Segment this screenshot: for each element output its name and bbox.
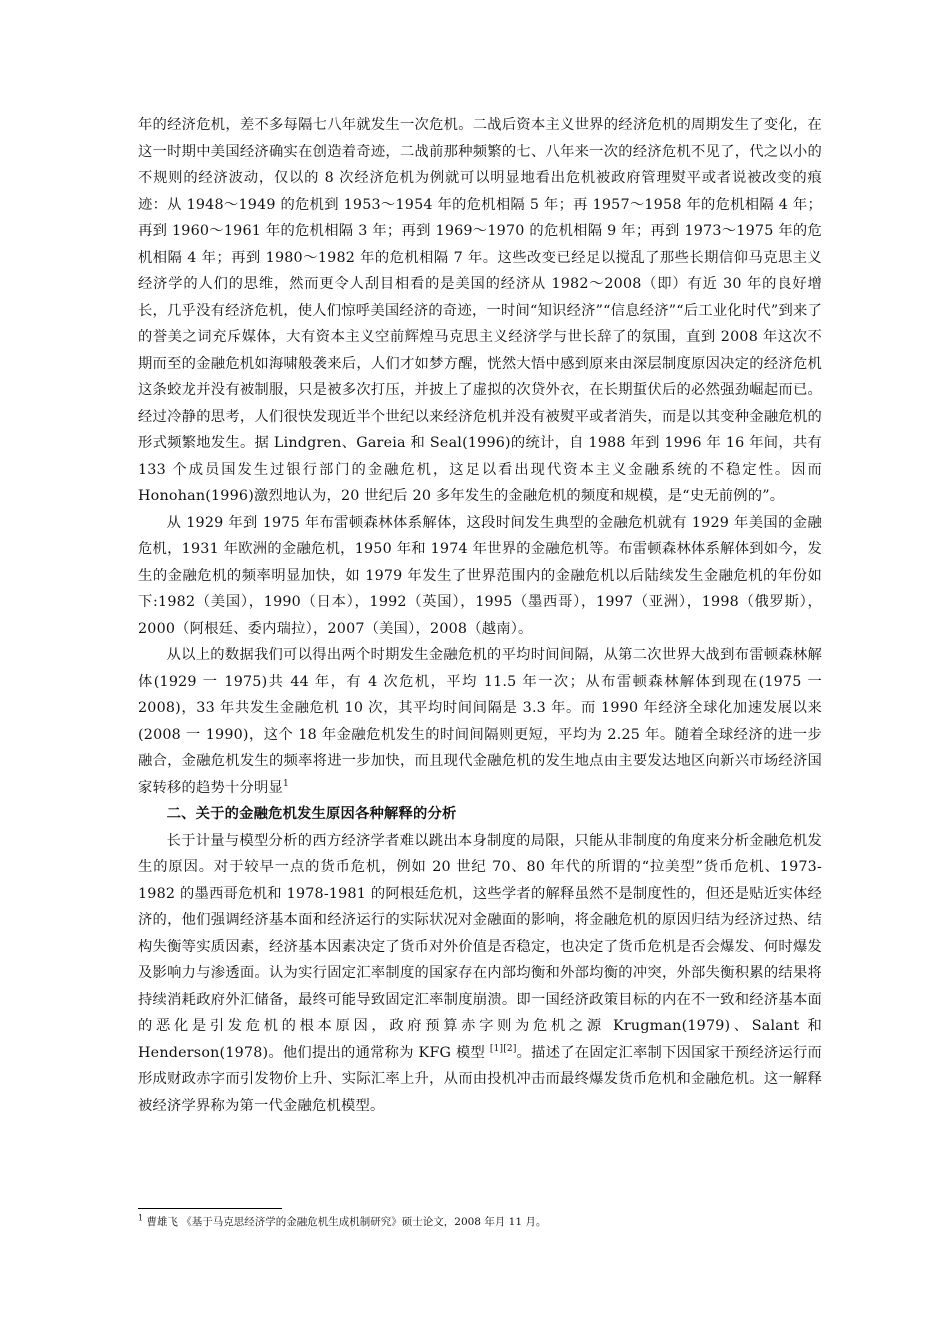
paragraph-4 bbox=[138, 828, 822, 1120]
citation-ref[interactable]: [1][2] bbox=[489, 1043, 517, 1054]
footnote-number: 1 bbox=[138, 1213, 144, 1223]
paragraph-4-text-b: 。描述了在固定汇率制下因国家干预经济运行而形成财政赤字而引发物价上升、实际汇率上升，从而由投机冲击而最终爆发货币危机和金融危机。这一解释被经济学界称为第一代金融危机模型。 bbox=[138, 1044, 822, 1114]
paragraph-3-text: 从以上的数据我们可以得出两个时期发生金融危机的平均时间间隔，从第二次世界大战到布雷顿森林解体(1929 一 1975)共 44 年，有 4 次危机，平均 11.5 年一次；从布雷顿森林解体到现在(1975 一 2008)，33 年共发生金融危机 10 次，其平均时间间隔是 3.3 年。而 1990 年经济全球化加速发展以来(2008 一 1990)，这个 18 年金融危机发生的时间间隔则更短，平均为 2.25 年。随着全球经济的进一步融合，金融危机发生的频率将进一步加快，而且现代金融危机的发生地点由主要发达地区向新兴市场经济国家转移的趋势十分明显 bbox=[138, 647, 822, 796]
footnote bbox=[138, 1213, 822, 1231]
footnote-text: 曹雄飞 《基于马克思经济学的金融危机生成机制研究》硕士论文，2008 年月 11 月。 bbox=[143, 1216, 547, 1228]
document-body bbox=[138, 112, 822, 1119]
paragraph-2: 从 1929 年到 1975 年布雷顿森林体系解体，这段时间发生典型的金融危机就有 1929 年美国的金融危机，1931 年欧洲的金融危机，1950 年和 1974 年世界的金融危机等。布雷顿森林体系解体到如今，发生的金融危机的频率明显加快，如 1979 年发生了世界范围内的金融危机以后陆续发生金融危机的年份如下:1982（美国），1990（日本），1992（英国），1995（墨西哥），1997（亚洲），1998（俄罗斯），2000（阿根廷、委内瑞拉），2007（美国），2008（越南）。 bbox=[138, 514, 822, 637]
footnote-marker[interactable]: 1 bbox=[282, 778, 289, 789]
section-heading: 二、关于的金融危机发生原因各种解释的分析 bbox=[166, 806, 457, 822]
footnote-divider bbox=[138, 1208, 282, 1209]
paragraph-4-text-a: 长于计量与模型分析的西方经济学者难以跳出本身制度的局限，只能从非制度的角度来分析金融危机发生的原因。对于较早一点的货币危机，例如 20 世纪 70、80 年代的所谓的“拉美型”货币危机、1973-1982 的墨西哥危机和 1978-1981 的阿根廷危机，这些学者的解释虽然不是制度性的，但还是贴近实体经济的，他们强调经济基本面和经济运行的实际状况对金融面的影响，将金融危机的原因归结为经济过热、结构失衡等实质因素，经济基本因素决定了货币对外价值是否稳定，也决定了货币危机是否会爆发、何时爆发及影响力与渗透面。认为实行固定汇率制度的国家存在内部均衡和外部均衡的冲突，外部失衡积累的结果将持续消耗政府外汇储备，最终可能导致固定汇率制度崩溃。即一国经济政策目标的内在不一致和经济基本面的恶化是引发危机的根本原因，政府预算赤字则为危机之源 Krugman(1979)、Salant 和 Henderson(1978)。他们提出的通常称为 KFG 模型 bbox=[138, 832, 822, 1061]
paragraph-1: 年的经济危机，差不多每隔七八年就发生一次危机。二战后资本主义世界的经济危机的周期发生了变化，在这一时期中美国经济确实在创造着奇迹，二战前那种频繁的七、八年来一次的经济危机不见了，代之以小的不规则的经济波动，仅以的 8 次经济危机为例就可以明显地看出危机被政府管理熨平或者说被改变的痕迹：从 1948～1949 的危机到 1953～1954 年的危机相隔 5 年；再 1957～1958 年的危机相隔 4 年；再到 1960～1961 年的危机相隔 3 年；再到 1969～1970 的危机相隔 9 年；再到 1973～1975 年的危机相隔 4 年；再到 1980～1982 年的危机相隔 7 年。这些改变已经足以搅乱了那些长期信仰马克思主义经济学的人们的思维，然而更令人刮目相看的是美国的经济从 1982～2008（即）有近 30 年的良好增长，几乎没有经济危机，使人们惊呼美国经济的奇迹，一时间“知识经济”“信息经济”“后工业化时代”到来了的誉美之词充斥媒体，大有资本主义空前辉煌马克思主义经济学与世长辞了的氛围，直到 2008 年这次不期而至的金融危机如海啸般袭来后，人们才如梦方醒，恍然大悟中感到原来由深层制度原因决定的经济危机这条蛟龙并没有被制服，只是被多次打压，并披上了虚拟的次贷外衣，在长期蜇伏后的必然强劲崛起而已。经过冷静的思考，人们很快发现近半个世纪以来经济危机并没有被熨平或者消失，而是以其变种金融危机的形式频繁地发生。据 Lindgren、Gareia 和 Seal(1996)的统计，自 1988 年到 1996 年 16 年间，共有 133 个成员国发生过银行部门的金融危机，这足以看出现代资本主义金融系统的不稳定性。因而 Honohan(1996)激烈地认为，20 世纪后 20 多年发生的金融危机的频度和规模，是“史无前例的”。 bbox=[138, 117, 822, 504]
paragraph-3 bbox=[138, 642, 822, 801]
